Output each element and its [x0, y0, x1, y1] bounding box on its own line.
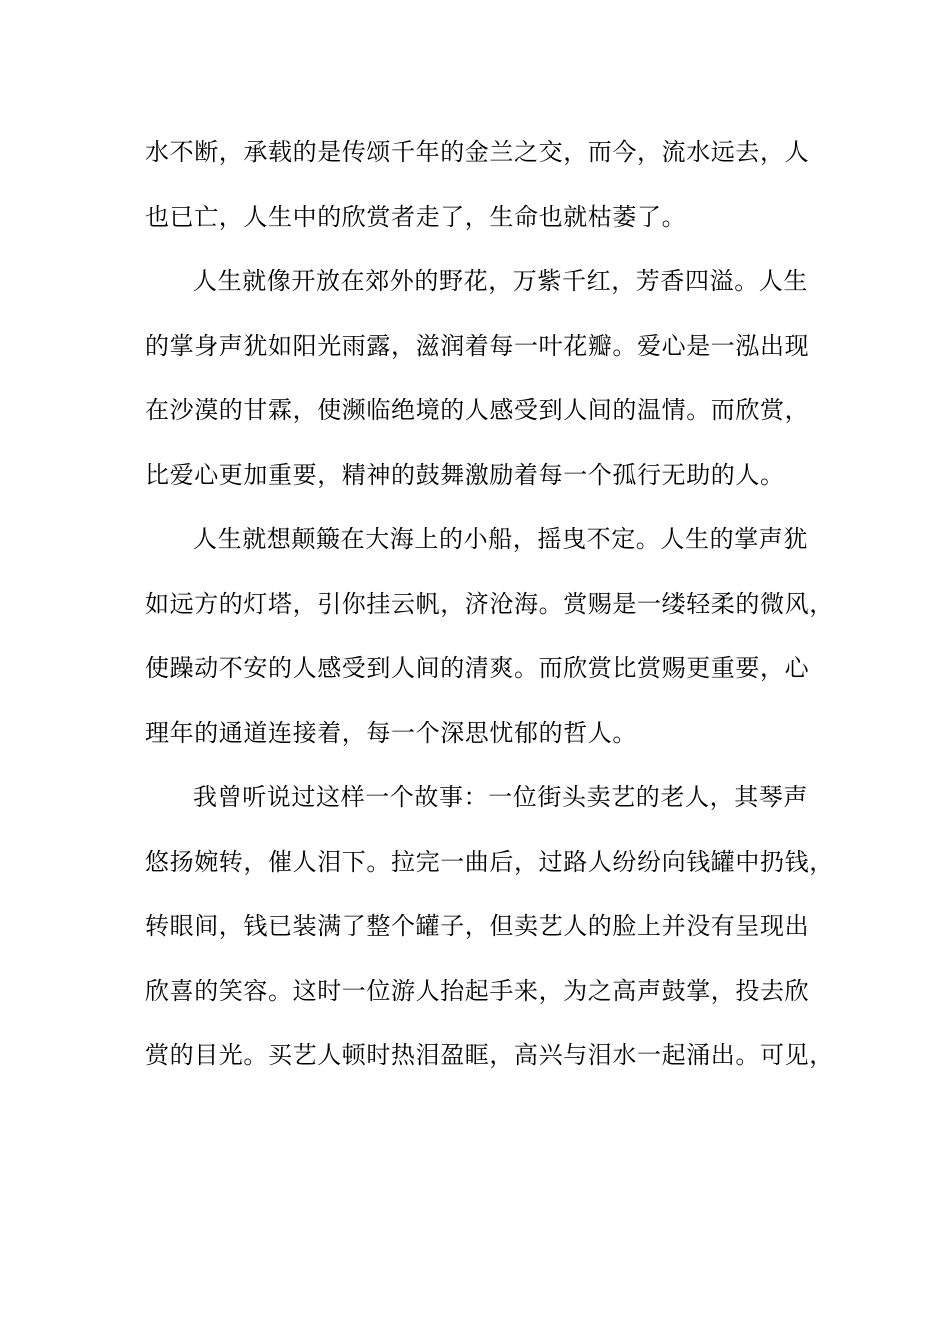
paragraph-first-line: 人生就想颠簸在大海上的小船，摇曳不定。人生的掌声犹 — [193, 525, 808, 553]
text-line: 悠扬婉转，催人泪下。拉完一曲后，过路人纷纷向钱罐中扔钱， — [145, 847, 834, 876]
document-body — [145, 127, 834, 1095]
text-line: 理年的通道连接着，每一个深思忧郁的哲人。 — [145, 718, 637, 747]
text-line: 赏的目光。买艺人顿时热泪盈眶，高兴与泪水一起涌出。可见， — [145, 1041, 834, 1069]
text-line: 的掌身声犹如阳光雨露，滋润着每一叶花瓣。爱心是一泓出现 — [145, 331, 810, 360]
paragraph-first-line: 人生就像开放在郊外的野花，万紫千红，芳香四溢。人生 — [193, 267, 808, 295]
text-line: 如远方的灯塔，引你挂云帆，济沧海。赏赐是一缕轻柔的微风， — [145, 589, 834, 618]
text-line: 使躁动不安的人感受到人间的清爽。而欣赏比赏赐更重要，心 — [145, 654, 810, 682]
text-line: 比爱心更加重要，精神的鼓舞激励着每一个孤行无助的人。 — [145, 460, 785, 489]
text-line: 欣喜的笑容。这时一位游人抬起手来，为之高声鼓掌，投去欣 — [145, 976, 810, 1005]
text-line: 在沙漠的甘霖，使濒临绝境的人感受到人间的温情。而欣赏， — [145, 396, 810, 424]
paragraph-first-line: 我曾听说过这样一个故事：一位街头卖艺的老人，其琴声 — [193, 783, 808, 811]
text-line: 也已亡，人生中的欣赏者走了，生命也就枯萎了。 — [145, 202, 687, 231]
text-line: 水不断，承载的是传颂千年的金兰之交，而今，流水远去，人 — [145, 138, 810, 166]
text-line: 转眼间，钱已装满了整个罐子，但卖艺人的脸上并没有呈现出 — [145, 912, 810, 940]
